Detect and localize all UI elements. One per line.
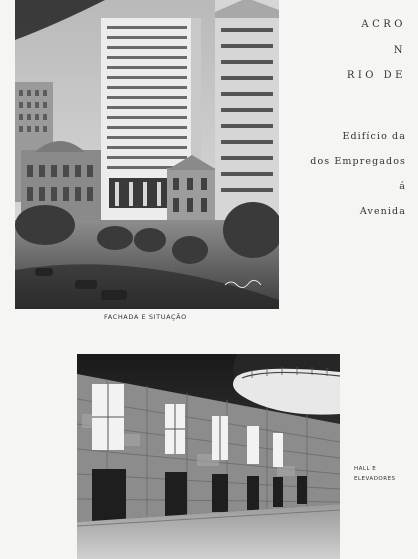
facade-photograph: [15, 0, 279, 309]
hall-caption-line-1: HALL E: [354, 466, 377, 472]
facade-caption: FACHADA E SITUAÇÃO: [104, 313, 187, 321]
heading-line-1: ACRO: [361, 19, 406, 30]
subtitle-line-1: Edifício da: [342, 131, 406, 142]
hall-caption: [354, 464, 409, 484]
subtitle-line-3: á: [399, 181, 406, 192]
heading-line-3: RIO DE: [346, 70, 406, 81]
subtitle-line-2: dos Empregados: [310, 156, 406, 167]
subtitle-line-4: Avenida: [359, 206, 406, 217]
hall-photograph: [77, 354, 340, 559]
heading-line-2: N: [393, 45, 406, 56]
hall-caption-line-2: ELEVADORES: [354, 476, 396, 482]
